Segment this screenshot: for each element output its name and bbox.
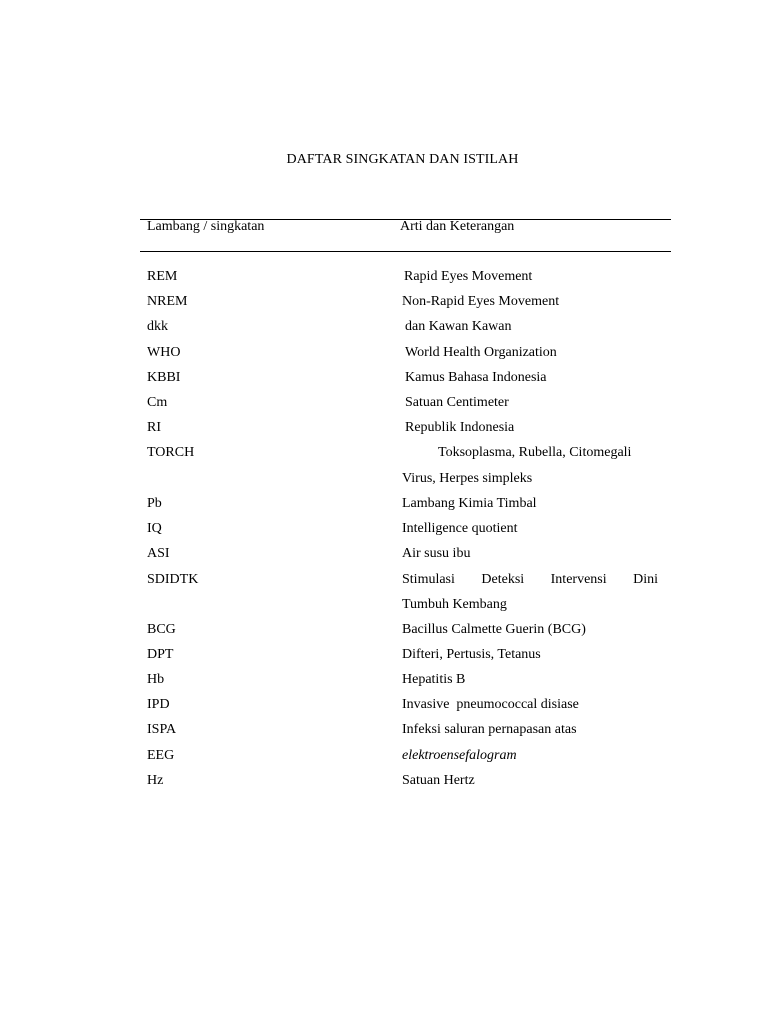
term-nrem: NREM (147, 294, 188, 309)
term-eeg: EEG (147, 748, 175, 763)
definition-kbbi: Kamus Bahasa Indonesia (405, 370, 547, 385)
term-hz: Hz (147, 773, 164, 788)
definition-ri: Republik Indonesia (405, 420, 515, 435)
term-dpt: DPT (147, 647, 174, 662)
definition-asi: Air susu ibu (402, 546, 471, 561)
definition-sdidtk-word: Deteksi (481, 572, 525, 587)
definition-hz: Satuan Hertz (402, 773, 475, 788)
page-title: DAFTAR SINGKATAN DAN ISTILAH (286, 152, 519, 167)
term-ispa: ISPA (147, 722, 177, 737)
term-dkk: dkk (147, 319, 168, 334)
term-sdidtk: SDIDTK (147, 572, 199, 587)
header-definition-column: Arti dan Keterangan (400, 219, 515, 234)
definition-iq: Intelligence quotient (402, 521, 518, 536)
definition-nrem: Non-Rapid Eyes Movement (402, 294, 560, 309)
term-torch: TORCH (147, 445, 195, 460)
term-kbbi: KBBI (147, 370, 181, 385)
definition-dkk: dan Kawan Kawan (405, 319, 512, 334)
definition-sdidtk (402, 571, 658, 588)
definition-torch: Toksoplasma, Rubella, Citomegali (438, 445, 632, 460)
definition-pb: Lambang Kimia Timbal (402, 496, 537, 511)
definition-torch-continuation: Virus, Herpes simpleks (402, 471, 533, 486)
definition-sdidtk-continuation: Tumbuh Kembang (402, 597, 507, 612)
header-term-column: Lambang / singkatan (147, 219, 265, 234)
definition-bcg: Bacillus Calmette Guerin (BCG) (402, 622, 586, 637)
term-bcg: BCG (147, 622, 176, 637)
definition-rem: Rapid Eyes Movement (404, 269, 533, 284)
definition-ipd: Invasive pneumococcal disiase (402, 697, 579, 712)
definition-sdidtk-word: Stimulasi (402, 572, 455, 587)
term-ipd: IPD (147, 697, 170, 712)
term-cm: Cm (147, 395, 168, 410)
definition-sdidtk-word: Dini (633, 572, 658, 587)
definition-dpt: Difteri, Pertusis, Tetanus (402, 647, 541, 662)
definition-eeg: elektroensefalogram (402, 748, 517, 763)
definition-sdidtk-word: Intervensi (550, 572, 607, 587)
term-ri: RI (147, 420, 161, 435)
term-pb: Pb (147, 496, 162, 511)
definition-who: World Health Organization (405, 345, 557, 360)
definition-ispa: Infeksi saluran pernapasan atas (402, 722, 577, 737)
term-asi: ASI (147, 546, 170, 561)
term-who: WHO (147, 345, 181, 360)
definition-hb: Hepatitis B (402, 672, 466, 687)
definition-cm: Satuan Centimeter (405, 395, 509, 410)
term-rem: REM (147, 269, 178, 284)
term-hb: Hb (147, 672, 165, 687)
term-iq: IQ (147, 521, 162, 536)
